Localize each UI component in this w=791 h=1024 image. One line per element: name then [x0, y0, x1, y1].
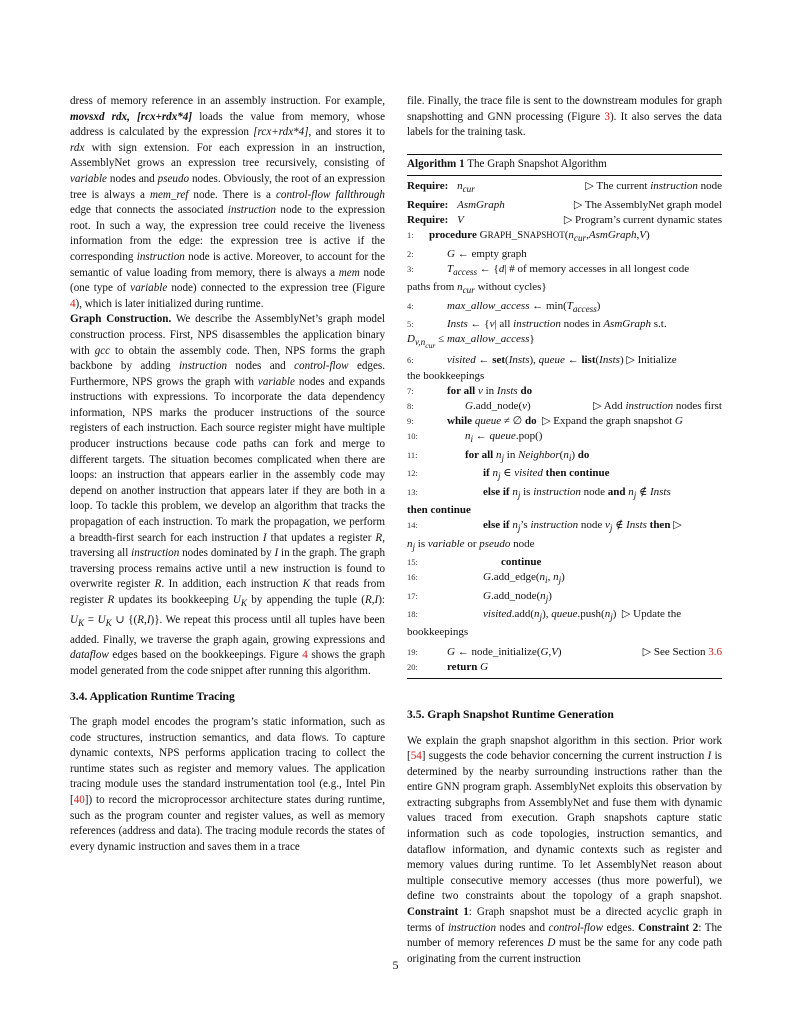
algo-line: then continue	[407, 503, 471, 516]
algorithm-title: Algorithm 1 The Graph Snapshot Algorithm	[407, 155, 722, 177]
page-number: 5	[392, 958, 399, 972]
algo-line: 16: $G.add\_edge(n_i$, $n_j$)	[407, 571, 565, 586]
algo-line: 10: $n_i$ ← queue.pop()	[407, 430, 543, 445]
algo-line: 2: G ← empty graph	[407, 247, 527, 260]
algo-line: 15: continue	[407, 555, 542, 568]
algo-line: paths from $n_{cur}$ without cycles}	[407, 281, 547, 296]
section-3-4-title: 3.4. Application Runtime Tracing	[70, 690, 235, 704]
algo-line: 1: procedure $GRAPH\_SNAPSHOT(n_{cur},AsmGraph,V)$	[407, 229, 650, 244]
algo-line: 20: return G	[407, 660, 489, 673]
left-paragraph-1: dress of memory reference in an assembly instruction. For example, movsxd rdx, [rcx+rdx*4] loads the value from memory, whose address is calculated by the expression [rcx+rdx*4], and stores it to rdx with sign extension. For each expression in an instruction, AssemblyNet grows an expression tree recursively, consisting of variable nodes and pseudo nodes. Obviously, the root of an expression tree is always a mem_ref node. There is a control-flow fallthrough edge that connects the associated instruction node to the expression root. In such a way, the expression tree could receive the liveness information from the edge: the expression tree is active if the corresponding instruction node is active. Moreover, to account for the semantic of value loading from memory, there is always a mem node (one type of variable node) connected to the expression tree (Figure 4), which is later initialized during runtime.	[70, 95, 386, 310]
algo-require-1: Require: $n_{cur}$ ▷ The current instruction node	[407, 180, 722, 195]
algo-line: 3: $T_{access}$ ← {d| # of memory accesses in all longest code	[407, 262, 690, 277]
section-3-5-title: 3.5. Graph Snapshot Runtime Generation	[407, 707, 614, 721]
right-paragraph-1: file. Finally, the trace file is sent to the downstream modules for graph snapshotting and GNN processing (Figure 3). It also serves the data labels for the training task.	[407, 95, 722, 139]
algo-line: 7: for all v in Insts do	[407, 384, 533, 397]
algo-line: 8: G.add_node(v) ▷ Add instruction nodes first	[407, 399, 722, 412]
algo-line: 4: max_allow_access ← $\min(T_{access})$	[407, 299, 601, 314]
algo-line: $D_{v,n_{cur}}$ ≤ max_allow_access}	[407, 333, 535, 351]
algo-line: 5: Insts ← {v| all instruction nodes in AsmGraph s.t.	[407, 317, 667, 330]
algo-require-2: Require: AsmGraph ▷ The AssemblyNet graph model	[407, 198, 722, 211]
right-paragraph-2: We explain the graph snapshot algorithm in this section. Prior work [54] suggests the code behavior concerning the current instruction I is determined by the nearby surrounding instructions rather than the entire GNN program graph. AssemblyNet exploits this observation by extracting subgraphs from AssemblyNet and fuse them with dynamic values traced from execution. Graph snapshots capture static information such as code topologies, instruction semantics, and dataflow information, and dynamic contexts such as register and memory values during runtime. To let AssemblyNet reason about multiple consecutive memory accesses (thus more powerful), we define two constraints about the topology of a graph snapshot. Constraint 1: Graph snapshot must be a directed acyclic graph in terms of instruction nodes and control-flow edges. Constraint 2: The number of memory references D must be the same for any code path originating from the current instruction	[407, 734, 722, 965]
algo-line: 13: else if $n_j$ is instruction node and $n_j$ ∉ Insts	[407, 485, 671, 500]
algo-line: bookkeepings	[407, 626, 469, 639]
algo-line: 18: $visited.add(n_j)$, $queue.push(n_j)$ ▷ Update the	[407, 607, 682, 623]
right-column	[407, 94, 722, 967]
algo-line: 17: $G.add\_node(n_j)$	[407, 589, 552, 604]
algo-line: 14: else if $n_j’s$ instruction node $v_j$ ∉ Insts then ▷	[407, 519, 682, 534]
algorithm-box	[407, 154, 722, 679]
algo-line: 9: while queue ≠ ∅ do ▷ Expand the graph snapshot G	[407, 415, 683, 428]
left-paragraph-3: The graph model encodes the program’s static information, such as code structures, instruction semantics, and data flows. To capture dynamic contexts, NPS performs application tracing to collect the runtime states such as register and memory values. The application tracing module uses the standard instrumentation tool (e.g., Intel Pin [40]) to record the microprocessor architecture states during runtime, such as the program counter and register values, as well as memory references (address and data). The tracing module records the states of every dynamic instruction and saves them in a trace	[70, 716, 385, 853]
algo-line: the bookkeepings	[407, 369, 485, 382]
left-paragraph-2: Graph Construction. We describe the AssemblyNet’s graph model construction process. First, NPS disassembles the application binary with gcc to obtain the assembly code. Then, NPS forms the graph backbone by adding instruction nodes and control-flow edges. Furthermore, NPS grows the graph with variable nodes and expands instructions with expressions. To incorporate the data dependency information, NPS marks the producer instructions of the source registers of each instruction. Each source register might have multiple producer instructions because code paths can fork and merge to different targets. The situation becomes complicated when there are loops: an instruction that appears earlier in the assembly code may depend on another instruction that appears later if they are both in a loop. To tackle this problem, we develop an algorithm that tracks the propagation of each instruction. To mark the propagation, we perform a breadth-first search for each instruction I that updates a register R, traversing all instruction nodes dominated by I in the graph. The graph traversing process remains active until a new instruction is found to overwrite register R. In addition, each instruction K that reads from register R updates its bookkeeping $U_K$ by appending the tuple (R,I): $U_K = U_K$ ∪ {(R,I)}. We repeat this process until all tuples have been added. Finally, we traverse the graph again, growing expressions and dataflow edges based on the bookkeepings. Figure 4 shows the graph model generated from the code snippet after running this algorithm.	[70, 313, 386, 677]
algo-line: $n_j$ is variable or pseudo node	[407, 537, 535, 552]
algo-line: 19: G ← node_initialize(G,V) ▷ See Section 3.6	[407, 645, 722, 658]
algorithm-body	[407, 176, 722, 678]
algo-line: 11: for all $n_j$ in $Neighbor(n_i)$ do	[407, 448, 590, 463]
algo-require-3: Require: V ▷ Program’s current dynamic states	[407, 213, 722, 226]
left-column	[70, 94, 385, 855]
algo-line: 12: if $n_j$ ∈ visited then continue	[407, 467, 610, 482]
algo-line: 6: visited ← set(Insts), queue ← list(Insts) ▷ Initialize	[407, 354, 677, 367]
